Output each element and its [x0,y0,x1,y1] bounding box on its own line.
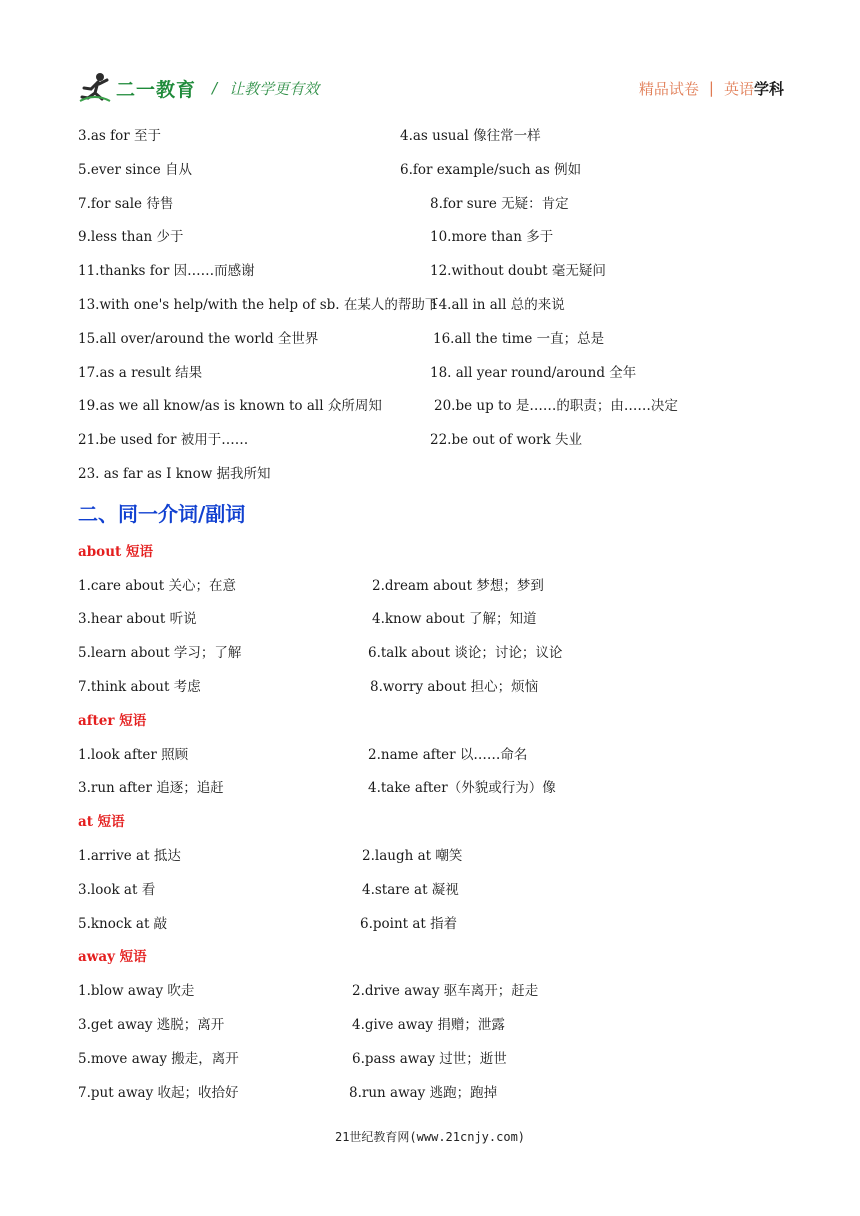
phrase-right: 4.know about 了解；知道 [372,611,537,628]
list-item [78,188,798,222]
list-item [78,975,798,1009]
list-item [78,637,798,671]
group-after [78,705,798,806]
phrase-right: 4.as usual 像往常一样 [400,128,541,144]
subject-strong: 学科 [753,79,784,98]
phrase-left: 1.care about 关心；在意 [78,577,236,594]
brand-slogan: 让教学更有效 [229,79,320,98]
phrase-left: 21.be used for 被用于…… [78,432,249,449]
phrase-right: 6.for example/such as 例如 [400,161,582,178]
section-title: 二、同一介词/副词 [78,501,246,526]
phrase-left: 5.ever since 自从 [78,161,193,178]
phrase-list-top [78,120,798,492]
running-man-logo-icon [78,71,112,105]
phrase-left: 3.get away 逃脱；离开 [78,1016,225,1033]
header-divider: | [708,79,714,97]
list-item [78,357,798,391]
brand-slogan-separator: / [212,79,218,97]
phrase-right: 4.take after（外貌或行为）像 [368,780,556,797]
group-at [78,806,798,941]
list-item [78,1009,798,1043]
list-item [78,154,798,188]
phrase-left: 5.learn about 学习；了解 [78,645,242,662]
phrase-left: 7.think about 考虑 [78,678,201,695]
brand [78,71,319,105]
list-item [78,840,798,874]
page-header [78,66,784,110]
phrase-right: 8.run away 逃跑；跑掉 [349,1084,498,1101]
phrase-left: 3.hear about 听说 [78,611,197,628]
phrase-left: 5.move away 搬走，离开 [78,1050,239,1067]
phrase-right: 20.be up to 是……的职责；由……决定 [434,398,678,415]
list-item [78,255,798,289]
phrase-left: 15.all over/around the world 全世界 [78,330,319,347]
list-item [78,221,798,255]
phrase-left: 5.knock at 敲 [78,915,168,932]
phrase-right: 8.for sure 无疑：肯定 [430,195,569,212]
phrase-left: 3.as for 至于 [78,128,162,144]
page-content [78,120,798,1110]
phrase-right: 12.without doubt 毫无疑问 [430,263,606,280]
list-item [78,570,798,604]
paper-type: 精品试卷 [638,79,699,98]
phrase-right: 4.give away 捐赠；泄露 [352,1016,505,1033]
phrase-right: 2.name after 以……命名 [368,746,528,763]
brand-name: 二一教育 [116,78,197,101]
list-item [78,120,798,154]
list-item [78,671,798,705]
group-title: about 短语 [78,543,153,560]
phrase-left: 17.as a result 结果 [78,364,203,381]
phrase-left: 7.for sale 待售 [78,195,174,212]
phrase-right: 16.all the time 一直；总是 [433,330,605,347]
list-item [78,739,798,773]
list-item [78,1077,798,1111]
phrase-right: 2.laugh at 嘲笑 [362,847,463,864]
phrase-right: 22.be out of work 失业 [430,432,582,449]
phrase-left: 13.with one's help/with the help of sb. 在某人的帮助下 [78,296,439,313]
phrase-right: 10.more than 多于 [430,229,554,246]
phrase-right: 2.dream about 梦想；梦到 [372,577,544,594]
phrase-left: 11.thanks for 因……而感谢 [78,263,255,280]
group-away [78,941,798,1110]
list-item [78,772,798,806]
phrase-left: 3.look at 看 [78,881,156,898]
phrase-left: 3.run after 追逐；追赶 [78,780,224,797]
list-item [78,908,798,942]
group-title: after 短语 [78,712,147,729]
phrase-left: 9.less than 少于 [78,229,184,246]
subject-accent: 英语 [723,79,754,98]
phrase-right: 6.pass away 过世；逝世 [352,1050,507,1067]
group-title: at 短语 [78,814,125,831]
phrase-left: 19.as we all know/as is known to all 众所周知 [78,398,382,415]
list-item [78,390,798,424]
phrase-right: 8.worry about 担心；烦恼 [370,678,539,695]
list-item [78,458,798,492]
list-item [78,603,798,637]
list-item [78,1043,798,1077]
phrase-left: 1.arrive at 抵达 [78,847,181,864]
list-item [78,323,798,357]
phrase-right: 14.all in all 总的来说 [430,296,565,313]
phrase-right: 2.drive away 驱车离开；赶走 [352,983,539,1000]
subject-label [639,78,784,99]
phrase-right: 6.talk about 谈论；讨论；议论 [368,645,563,662]
list-item [78,874,798,908]
group-about [78,536,798,705]
phrase-right: 6.point at 指着 [360,915,458,932]
phrase-left: 7.put away 收起；收拾好 [78,1084,239,1101]
phrase-right: 4.stare at 凝视 [362,881,459,898]
list-item [78,424,798,458]
phrase-left: 23. as far as I know 据我所知 [78,465,271,482]
phrase-left: 1.blow away 吹走 [78,983,195,1000]
group-title: away 短语 [78,949,147,966]
phrase-left: 1.look after 照顾 [78,746,189,763]
list-item [78,289,798,323]
page-footer: 21世纪教育网(www.21cnjy.com) [334,1130,526,1144]
phrase-right: 18. all year round/around 全年 [430,364,637,381]
